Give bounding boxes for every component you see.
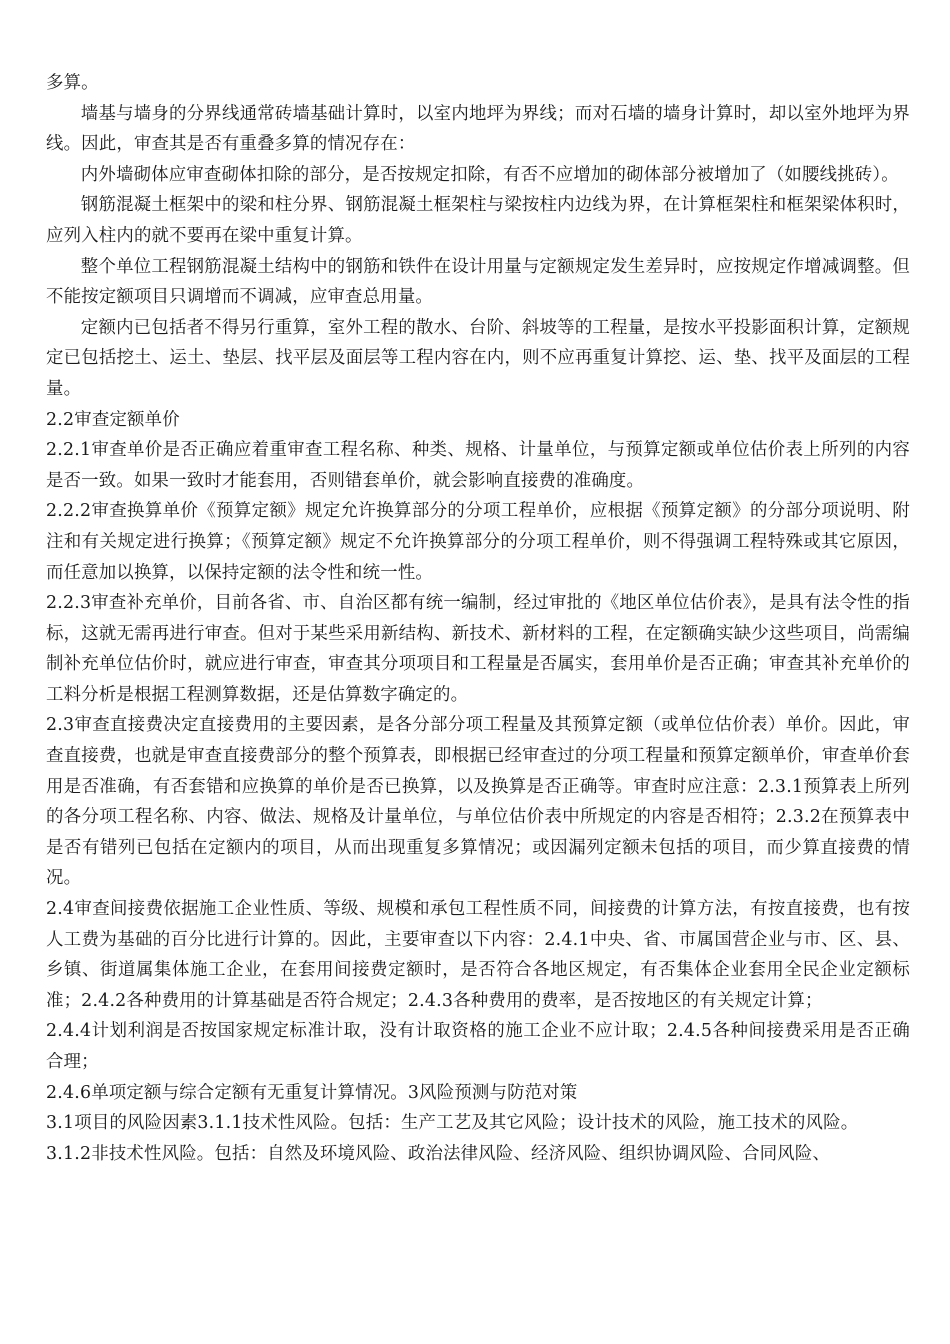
paragraph: 3.1项目的风险因素3.1.1技术性风险。包括：生产工艺及其它风险；设计技术的风险，施工技术的风险。 bbox=[46, 1113, 859, 1134]
paragraph: 多算。 bbox=[46, 73, 99, 93]
document-body bbox=[46, 68, 910, 1169]
paragraph: 整个单位工程钢筋混凝土结构中的钢筋和铁件在设计用量与定额规定发生差异时，应按规定作增减调整。但不能按定额项目只调增而不调减，应审查总用量。 bbox=[46, 256, 910, 308]
paragraph: 2.4审查间接费依据施工企业性质、等级、规模和承包工程性质不同，间接费的计算方法，有按直接费，也有按人工费为基础的百分比进行计算的。因此，主要审查以下内容：2.4.1中央、省、市属国营企业与市、区、县、乡镇、街道属集体施工企业，在套用间接费定额时，是否符合各地区规定，有否集体企业套用全民企业定额标准；2.4.2各种费用的计算基础是否符合规定；2.4.3各种费用的费率，是否按地区的有关规定计算； bbox=[46, 899, 910, 1011]
paragraph: 2.2.2审查换算单价《预算定额》规定允许换算部分的分项工程单价，应根据《预算定额》的分部分项说明、附注和有关规定进行换算；《预算定额》规定不允许换算部分的分项工程单价，则不得强调工程特殊或其它原因，而任意加以换算，以保持定额的法令性和统一性。 bbox=[46, 501, 910, 583]
paragraph: 2.2.3审查补充单价，目前各省、市、自治区都有统一编制，经过审批的《地区单位估价表》，是具有法令性的指标，这就无需再进行审查。但对于某些采用新结构、新技术、新材料的工程，在定额确实缺少这些项目，尚需编制补充单位估价时，就应进行审查，审查其分项项目和工程量是否属实，套用单价是否正确；审查其补充单价的工料分析是根据工程测算数据，还是估算数字确定的。 bbox=[46, 593, 910, 705]
paragraph: 2.4.6单项定额与综合定额有无重复计算情况。3风险预测与防范对策 bbox=[46, 1082, 578, 1103]
paragraph: 定额内已包括者不得另行重算，室外工程的散水、台阶、斜坡等的工程量，是按水平投影面积计算，定额规定已包括挖土、运土、垫层、找平层及面层等工程内容在内，则不应再重复计算挖、运、垫、找平及面层的工程量。 bbox=[46, 317, 910, 399]
paragraph: 内外墙砌体应审查砌体扣除的部分，是否按规定扣除，有否不应增加的砌体部分被增加了（如腰线挑砖）。 bbox=[80, 164, 899, 185]
paragraph: 3.1.2非技术性风险。包括：自然及环境风险、政治法律风险、经济风险、组织协调风险、合同风险、 bbox=[46, 1143, 831, 1164]
paragraph: 2.2.1审查单价是否正确应着重审查工程名称、种类、规格、计量单位，与预算定额或单位估价表上所列的内容是否一致。如果一致时才能套用，否则错套单价，就会影响直接费的准确度。 bbox=[46, 440, 910, 491]
paragraph: 2.3审查直接费决定直接费用的主要因素，是各分部分项工程量及其预算定额（或单位估价表）单价。因此，审查直接费，也就是审查直接费部分的整个预算表，即根据已经审查过的分项工程量和预算定额单价，审查单价套用是否准确，有否套错和应换算的单价是否已换算，以及换算是否正确等。审查时应注意：2.3.1预算表上所列的各分项工程名称、内容、做法、规格及计量单位，与单位估价表中所规定的内容是否相符；2.3.2在预算表中是否有错列已包括在定额内的项目，从而出现重复多算情况；或因漏列定额未包括的项目，而少算直接费的情况。 bbox=[46, 715, 910, 889]
section-heading: 2.2审查定额单价 bbox=[46, 409, 180, 430]
paragraph: 钢筋混凝土框架中的梁和柱分界、钢筋混凝土框架柱与梁按柱内边线为界，在计算框架柱和框架梁体积时，应列入柱内的就不要再在梁中重复计算。 bbox=[46, 195, 910, 246]
paragraph: 2.4.4计划利润是否按国家规定标准计取，没有计取资格的施工企业不应计取；2.4.5各种间接费采用是否正确合理； bbox=[46, 1021, 910, 1072]
paragraph: 墙基与墙身的分界线通常砖墙基础计算时，以室内地坪为界线；而对石墙的墙身计算时，却以室外地坪为界线。因此，审查其是否有重叠多算的情况存在： bbox=[46, 103, 910, 155]
